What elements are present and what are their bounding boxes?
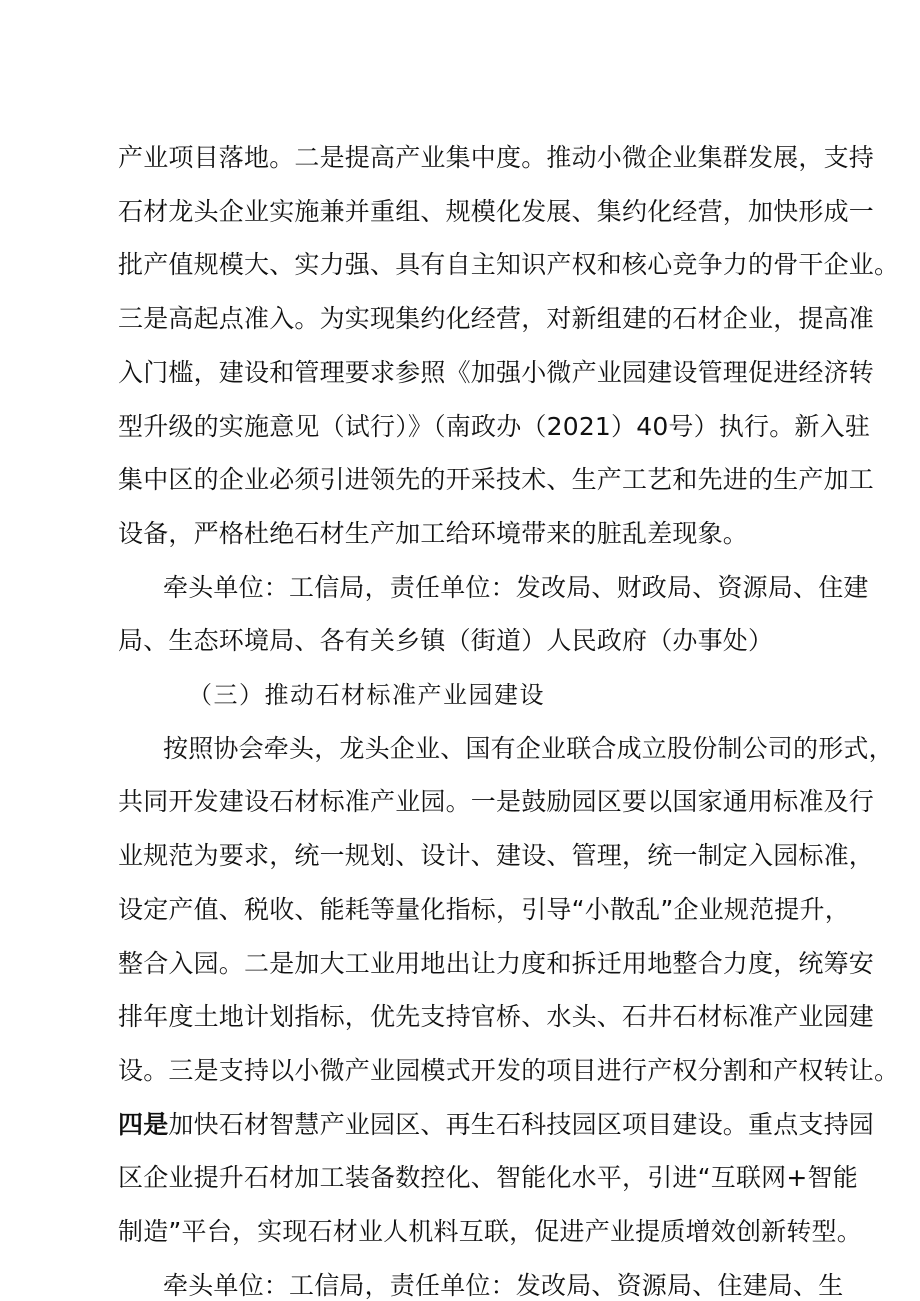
paragraph-line [118, 1109, 875, 1140]
paragraph-line-text: 加快石材智慧产业园区、再生石科技园区项目建设。重点支持园 [168, 1109, 875, 1139]
paragraph-line: 设。三是支持以小微产业园模式开发的项目进行产权分割和产权转让。 [118, 1055, 900, 1085]
paragraph-line: 产业项目落地。二是提高产业集中度。推动小微企业集群发展，支持 [118, 143, 875, 172]
paragraph-line: 设备，严格杜绝石材生产加工给环境带来的脏乱差现象。 [118, 518, 749, 548]
paragraph-line: 业规范为要求，统一规划、设计、建设、管理，统一制定入园标准， [118, 841, 875, 871]
paragraph-line: 按照协会牵头，龙头企业、国有企业联合成立股份制公司的形式， [163, 733, 894, 763]
responsibility-line: 牵头单位：工信局，责任单位：发改局、财政局、资源局、住建 [163, 572, 869, 602]
paragraph-line: 区企业提升石材加工装备数控化、智能化水平，引进“互联网+智能 [118, 1163, 858, 1193]
responsibility-line: 牵头单位：工信局，责任单位：发改局、资源局、住建局、生 [163, 1270, 844, 1300]
paragraph-line: 入门槛，建设和管理要求参照《加强小微产业园建设管理促进经济转 [118, 357, 875, 387]
paragraph-line: 排年度土地计划指标，优先支持官桥、水头、石井石材标准产业园建 [118, 1002, 875, 1032]
section-heading: （三）推动石材标准产业园建设 [188, 681, 545, 709]
paragraph-line: 三是高起点准入。为实现集约化经营，对新组建的石材企业，提高准 [118, 304, 875, 334]
paragraph-line: 型升级的实施意见（试行）》（南政办（2021）40号）执行。新入驻 [118, 411, 871, 441]
responsibility-line: 局、生态环境局、各有关乡镇（街道）人民政府（办事处） [118, 626, 774, 656]
paragraph-line: 集中区的企业必须引进领先的开采技术、生产工艺和先进的生产加工 [118, 465, 875, 495]
paragraph-line: 石材龙头企业实施兼并重组、规模化发展、集约化经营，加快形成一 [118, 196, 875, 226]
paragraph-line: 共同开发建设石材标准产业园。一是鼓励园区要以国家通用标准及行 [118, 787, 875, 817]
paragraph-line: 整合入园。二是加大工业用地出让力度和拆迁用地整合力度，统筹安 [118, 948, 875, 978]
paragraph-line: 批产值规模大、实力强、具有自主知识产权和核心竞争力的骨干企业。 [118, 250, 900, 280]
paragraph-line: 制造”平台，实现石材业人机料互联，促进产业提质增效创新转型。 [118, 1217, 862, 1246]
bold-prefix: 四是 [118, 1109, 169, 1139]
paragraph-line: 设定产值、税收、能耗等量化指标，引导“小散乱”企业规范提升， [118, 894, 850, 924]
